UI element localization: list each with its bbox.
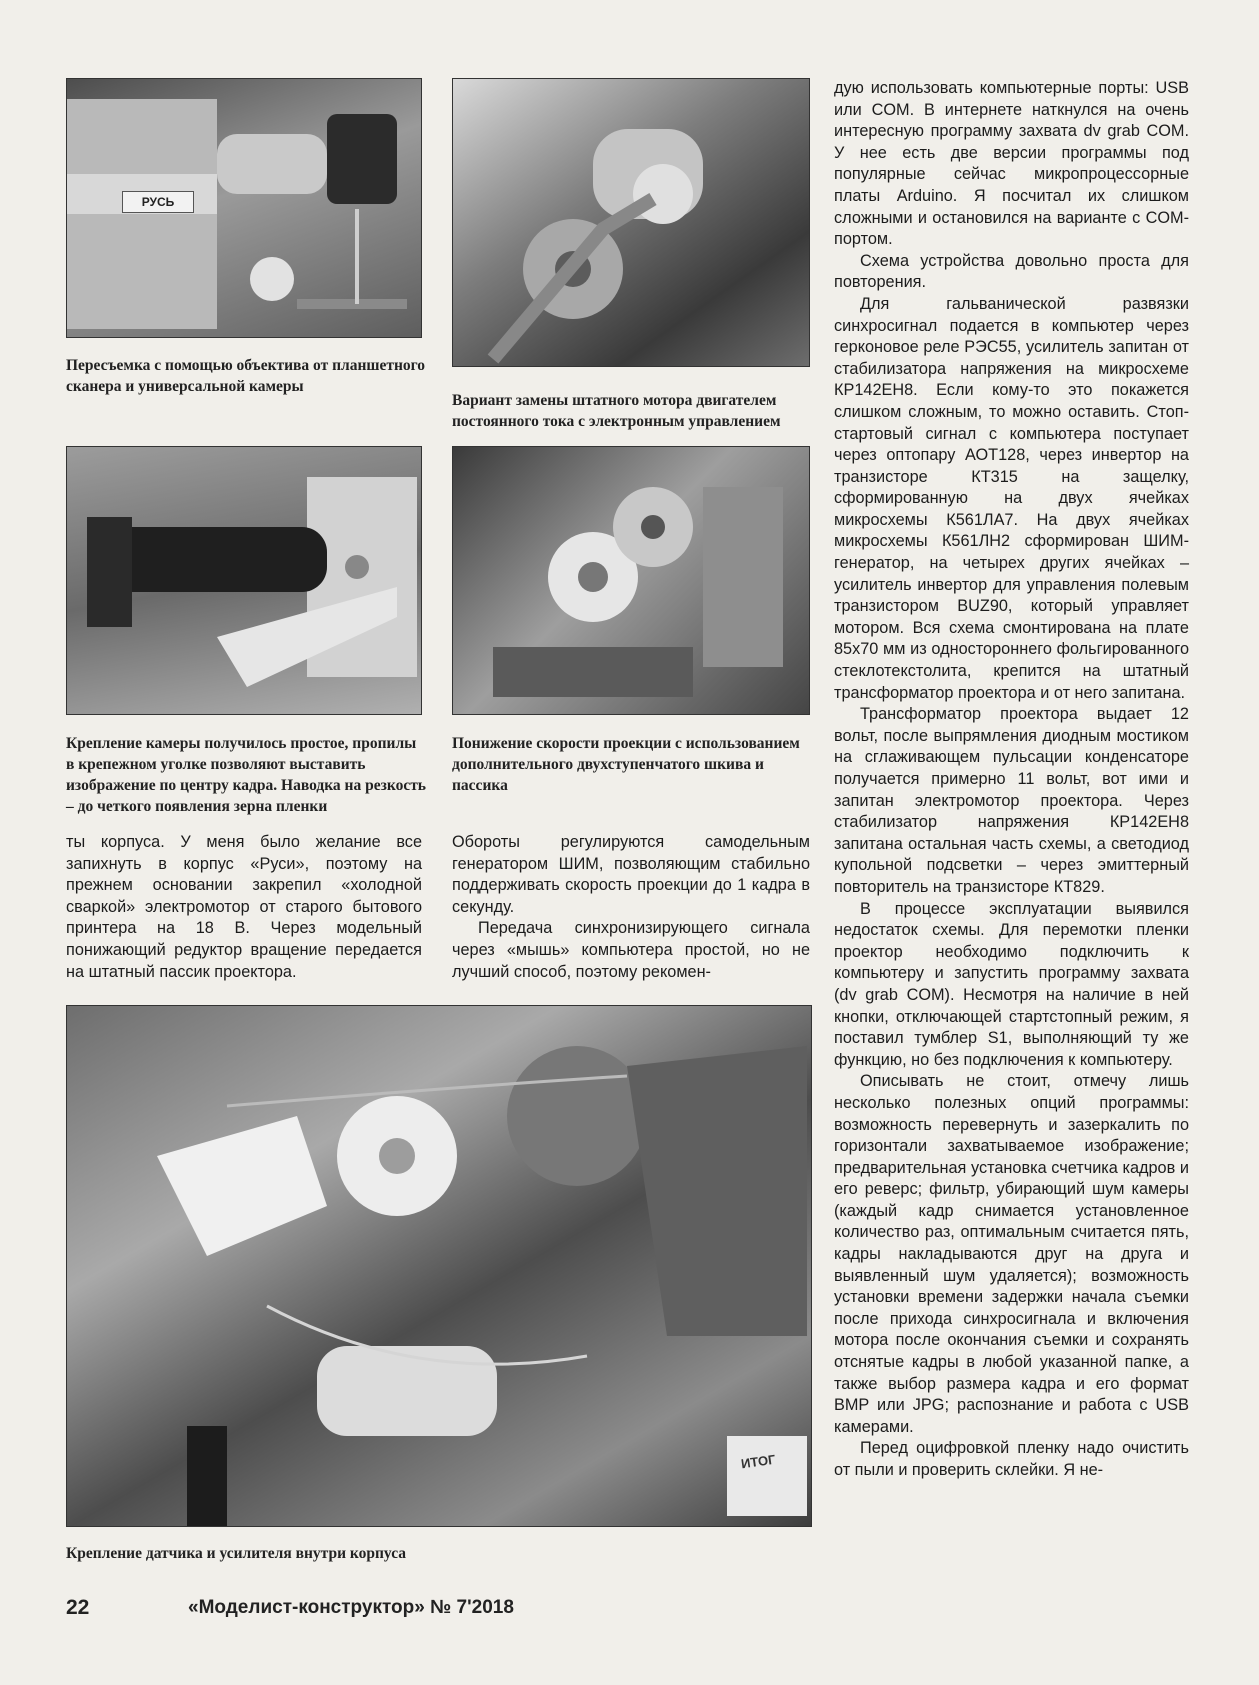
column3-paragraph-7: Перед оцифровкой пленку надо очистить от пыли и проверить склейки. Я не- [834,1439,1189,1479]
column2-paragraph-2: Передача синхронизирующего сигнала через «мышь» компьютера простой, но не лучший способ, поэтому рекомен- [452,919,810,981]
caption-photo2: Вариант замены штатного мотора двигателем постоянного тока с электронным управлением [452,392,781,430]
caption-photo5: Крепление датчика и усилителя внутри корпуса [66,1545,407,1562]
photo-projector-rescan [66,78,422,338]
column3-paragraph-3: Для гальванической развязки синхросигнал подается в компьютер через герконовое реле РЭС55, усилитель запитан от стабилизатора напряжения на микросхеме КР142ЕН8. Если кому-то это покажется слишком сложным, то можно оставить. Стоп-стартовый сигнал с компьютера поступает через оптопару АОТ128, через инвертор на транзисторе КТ315 на защелку, сформированную на двух ячейках микросхемы К561ЛА7. На двух ячейках микросхемы К561ЛН2 сформирован ШИМ-генератор, на четырех других ячейках – усилитель инвертор для управления полевым транзистором BUZ90, который управляет мотором. Вся схема смонтирована на плате 85х70 мм из одностороннего фольгированного стеклотекстолита, крепится на штатный трансформатор проектора и от него запитана. [834,294,1189,702]
column3-paragraph-5: В процессе эксплуатации выявился недостаток схемы. Для перемотки пленки проектор необходимо подключить к компьютеру и запустить программу захвата (dv grab COM). Несмотря на наличие в ней кнопки, отключающей стартстопный режим, я поставил тумблер S1, выполняющий ту же функцию, но без подключения к компьютеру. [834,899,1189,1069]
caption-photo1: Пересъемка с помощью объектива от планшетного сканера и универсальной камеры [66,357,426,395]
column1-paragraph-1: ты корпуса. У меня было желание все запихнуть в корпус «Руси», поэтому на прежнем основании закрепил «холодной сваркой» электромотор от старого бытового принтера на 18 В. Через модельный понижающий редуктор вращение передается на штатный пассик проектора. [66,833,422,981]
caption-photo4: Понижение скорости проекции с использованием дополнительного двухступенчатого шкива и пассика [452,735,800,794]
text-column-1 [66,832,422,983]
photo-sensor-amplifier [66,1005,812,1527]
text-column-2 [452,832,810,983]
photo-note-label: ИТОГ [740,1451,777,1472]
photo-camera-mount [66,446,422,715]
magazine-title: «Моделист-конструктор» № 7'2018 [188,1597,514,1618]
column3-paragraph-2: Схема устройства довольно проста для повторения. [834,251,1189,292]
projector-illustration [67,79,421,337]
page-number: 22 [66,1596,90,1619]
column2-paragraph-1: Обороты регулируются самодельным генератором ШИМ, позволяющим стабильно поддерживать скорость проекции до 1 кадра в секунду. [452,833,810,916]
caption-photo3: Крепление камеры получилось простое, пропилы в крепежном уголке позволяют выставить изображение по центру кадра. Наводка на резкость – до четкого появления зерна пленки [66,735,427,815]
projector-brand-label: РУСЬ [122,191,194,213]
camera-mount-illustration [67,447,421,714]
text-column-3 [834,78,1189,1482]
column3-paragraph-1: дую использовать компьютерные порты: USB или COM. В интернете наткнулся на очень интересную программу захвата dv grab COM. У нее есть две версии программы под популярные сейчас микропроцессорные платы Arduino. Я посчитал их слишком сложными и остановился на варианте с COM-портом. [834,79,1189,249]
column3-paragraph-6: Описывать не стоит, отмечу лишь несколько полезных опций программы: возможность перевернуть и зазеркалить по горизонтали захватываемое изображение; предварительная установка счетчика кадров и его реверс; фильтр, убирающий шум камеры (каждый кадр снимается установленное количество раз, оптимальным считается пять, кадры накладываются друг на друга и выявленный шум удаляется); возможность установки времени задержки начала съемки после прихода синхросигнала и включения мотора после окончания съемки и сохранять отснятые кадры в любой указанной папке, а также выбор размера кадра и его формат BMP или JPG; распознание и работа с USB камерами. [834,1072,1189,1436]
photo-motor-replacement [452,78,810,367]
sensor-amplifier-illustration [67,1006,811,1526]
motor-illustration [453,79,809,366]
photo-double-pulley [452,446,810,715]
pulley-illustration [453,447,809,714]
column3-paragraph-4: Трансформатор проектора выдает 12 вольт, после выпрямления диодным мостиком на сглаживающем пульсации конденсаторе получается примерно 11 вольт, вот ими и запитан электромотор проектора. Через стабилизатор напряжения КР142ЕН8 запитана остальная часть схемы, а светодиод купольной подсветки – через эмиттерный повторитель на транзисторе КТ829. [834,705,1189,896]
